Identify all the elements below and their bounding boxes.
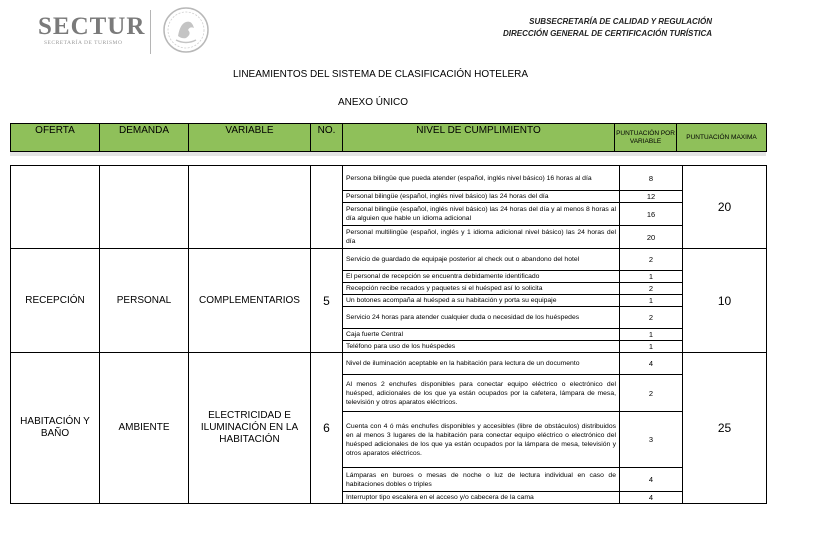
cell-nivel: Servicio 24 horas para atender cualquier duda o necesidad de los huéspedes (343, 307, 620, 329)
cell-nivel: Caja fuerte Central (343, 329, 620, 341)
table-row (11, 353, 767, 375)
cell-demanda: AMBIENTE (100, 353, 189, 504)
cell-puntuacion: 1 (620, 329, 683, 341)
cell-puntuacion: 1 (620, 295, 683, 307)
cell-nivel: Interruptor tipo escalera en el acceso y/o cabecera de la cama (343, 492, 620, 504)
cell-puntuacion: 20 (620, 226, 683, 249)
logo-divider (150, 10, 151, 54)
cell-puntuacion: 4 (620, 492, 683, 504)
cell-variable: ELECTRICIDAD E ILUMINACIÓN EN LA HABITACIÓN (189, 353, 311, 504)
cell-puntuacion: 2 (620, 249, 683, 271)
cell-nivel: Teléfono para uso de los huéspedes (343, 341, 620, 353)
header-demanda: DEMANDA (100, 124, 189, 152)
cell-nivel: Recepción recibe recados y paquetes si el huésped así lo solicita (343, 283, 620, 295)
logo-text: SECTUR (38, 13, 146, 40)
document-subtitle: ANEXO ÚNICO (338, 97, 409, 108)
cell-variable (189, 166, 311, 249)
sectur-logo (38, 14, 145, 46)
cell-puntuacion: 4 (620, 353, 683, 375)
cell-oferta: HABITACIÓN Y BAÑO (11, 353, 100, 504)
cell-puntuacion: 1 (620, 341, 683, 353)
national-seal-icon (162, 6, 210, 54)
table-row (11, 249, 767, 271)
cell-puntuacion: 2 (620, 375, 683, 412)
header-no: NO. (311, 124, 343, 152)
cell-puntuacion: 2 (620, 307, 683, 329)
cell-max: 25 (683, 353, 767, 504)
column-header-table (10, 123, 767, 152)
cell-variable: COMPLEMENTARIOS (189, 249, 311, 353)
cell-nivel: Al menos 2 enchufes disponibles para conectar equipo eléctrico o electrónico del huésped, adicionales de los que ya están ocupados por la cafetera, lámpara de mesa, televisión y otros aparatos eléctricos. (343, 375, 620, 412)
cell-nivel: Lámparas en buroes o mesas de noche o luz de lectura individual en caso de habitaciones dobles o triples (343, 468, 620, 492)
cell-puntuacion: 3 (620, 412, 683, 468)
cell-nivel: El personal de recepción se encuentra debidamente identificado (343, 271, 620, 283)
cell-nivel: Nivel de iluminación aceptable en la habitación para lectura de un documento (343, 353, 620, 375)
cell-puntuacion: 8 (620, 166, 683, 191)
cell-puntuacion: 1 (620, 271, 683, 283)
cell-oferta: RECEPCIÓN (11, 249, 100, 353)
cell-demanda: PERSONAL (100, 249, 189, 353)
subsecretaria-text: SUBSECRETARÍA DE CALIDAD Y REGULACIÓN (529, 17, 712, 26)
cell-demanda (100, 166, 189, 249)
cell-nivel: Personal bilingüe (español, inglés nivel básico) las 24 horas del día y al menos 8 horas al día alguien que hable un idioma adicional (343, 203, 620, 226)
cell-puntuacion: 4 (620, 468, 683, 492)
header-nivel: NIVEL DE CUMPLIMIENTO (343, 124, 615, 152)
header-agency (503, 16, 712, 40)
cell-max: 10 (683, 249, 767, 353)
cell-oferta (11, 166, 100, 249)
cell-puntuacion: 2 (620, 283, 683, 295)
header-puntuacion-variable: PUNTUACIÓN POR VARIABLE (615, 124, 677, 152)
document-title: LINEAMIENTOS DEL SISTEMA DE CLASIFICACIÓN HOTELERA (233, 69, 529, 80)
header-puntuacion-maxima: PUNTUACIÓN MAXIMA (677, 124, 767, 152)
criteria-table (10, 165, 767, 504)
direccion-text: DIRECCIÓN GENERAL DE CERTIFICACIÓN TURÍSTICA (502, 29, 712, 38)
cell-no (311, 166, 343, 249)
header-variable: VARIABLE (189, 124, 311, 152)
cell-nivel: Personal bilingüe (español, inglés nivel básico) las 24 horas del día (343, 191, 620, 203)
cell-nivel: Servicio de guardado de equipaje posterior al check out o abandono del hotel (343, 249, 620, 271)
cell-no: 6 (311, 353, 343, 504)
cell-no: 5 (311, 249, 343, 353)
cell-nivel: Persona bilingüe que pueda atender (español, inglés nivel básico) 16 horas al día (343, 166, 620, 191)
cell-puntuacion: 16 (620, 203, 683, 226)
cell-nivel: Un botones acompaña al huésped a su habitación y porta su equipaje (343, 295, 620, 307)
cell-nivel: Personal multilingüe (español, inglés y 1 idioma adicional nivel básico) las 24 horas del día (343, 226, 620, 249)
header-separator (10, 152, 766, 156)
header-oferta: OFERTA (11, 124, 100, 152)
cell-nivel: Cuenta con 4 ó más enchufes disponibles y accesibles (libre de obstáculos) distribuidos en al menos 3 lugares de la habitación para conectar equipo eléctrico o electrónico del huésped adicionales de los que ya están ocupados por la lámpara de mesa, televisión y otros aparatos eléctricos. (343, 412, 620, 468)
table-row (11, 166, 767, 191)
cell-max: 20 (683, 166, 767, 249)
logo-subtext: SECRETARÍA DE TURISMO (44, 40, 123, 46)
cell-puntuacion: 12 (620, 191, 683, 203)
